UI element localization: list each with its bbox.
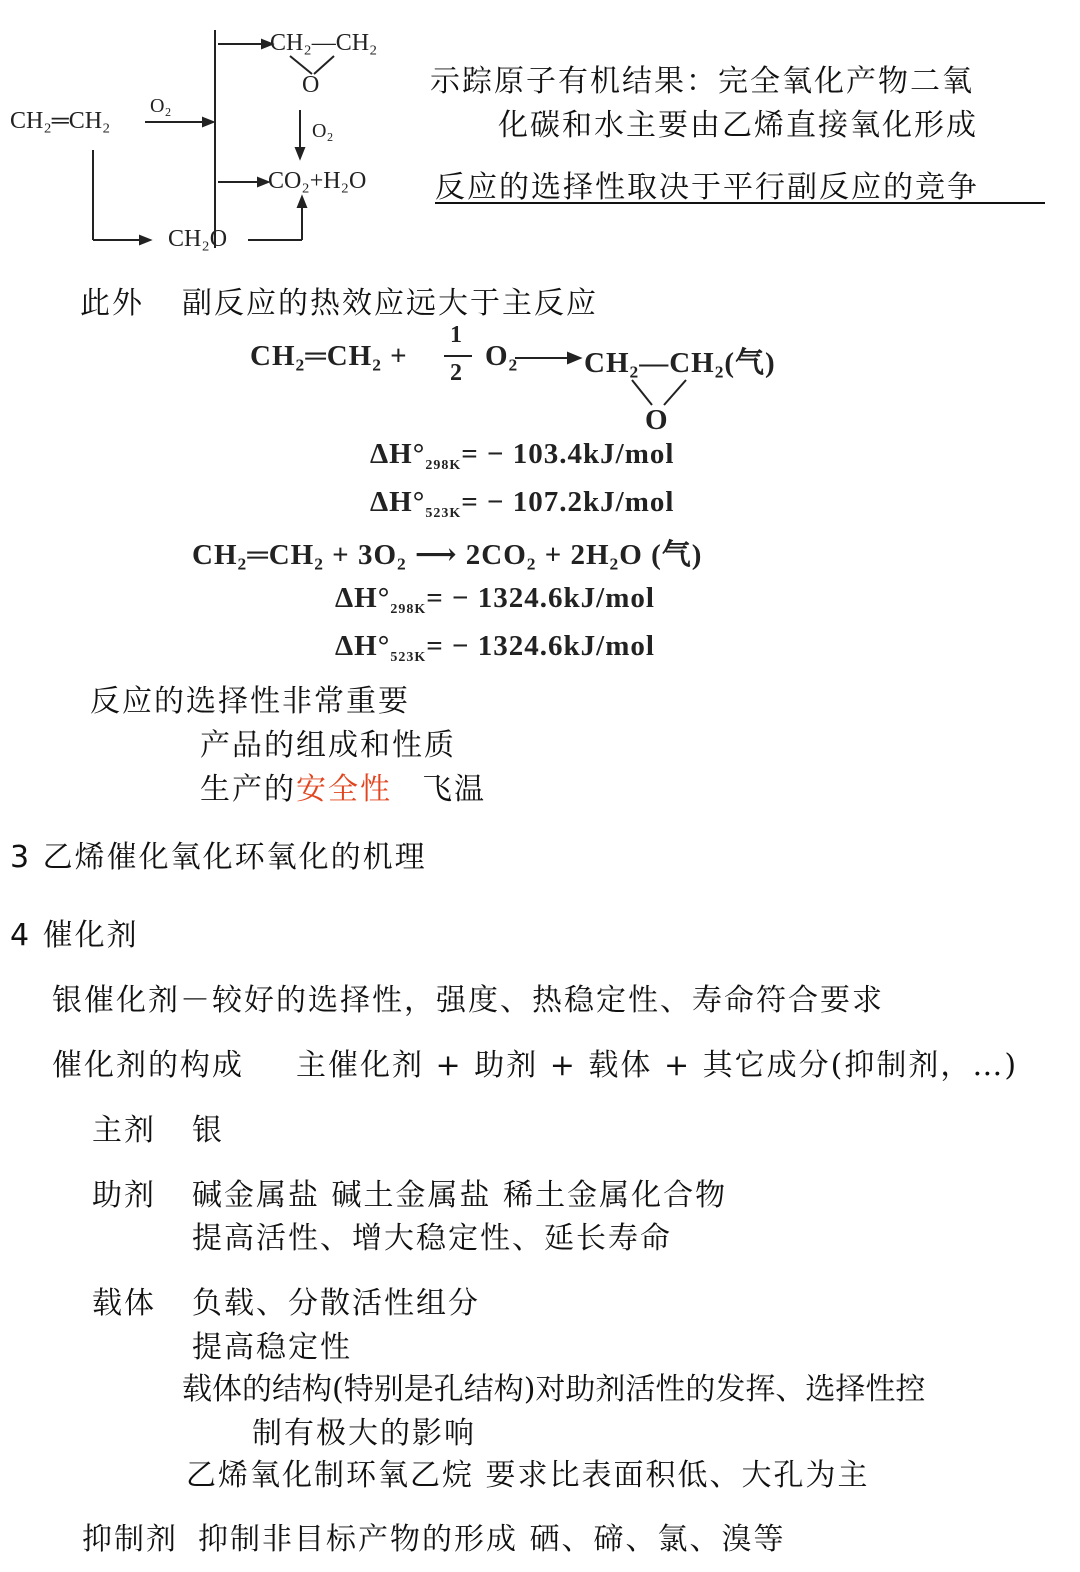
eq2: CH₂═CH₂ + 3O₂ ⟶ 2CO₂ + 2H₂O (气) (192, 539, 703, 571)
importance-title: 反应的选择性非常重要 (90, 684, 410, 719)
arrow-head-ch2o (140, 236, 150, 244)
dh-symbol: ΔH° (335, 582, 391, 614)
arrow-head-co2 (258, 178, 268, 186)
eq1-o2: O₂ (485, 340, 519, 372)
main-agent-value: 银 (192, 1113, 224, 1148)
section-3-heading (10, 832, 427, 876)
promoter-label: 助剂 (92, 1178, 156, 1213)
promoter-line-2: 提高活性、增大稳定性、延长寿命 (192, 1221, 672, 1256)
dh-subscript: 298K (425, 458, 462, 473)
eq1-frac-num: 1 (450, 322, 463, 348)
scheme-ethylene: CH₂═CH₂ (10, 108, 111, 134)
dh-symbol: ΔH° (335, 630, 391, 662)
safety-highlight: 安全性 (296, 772, 392, 807)
promoter-line-1: 碱金属盐 碱土金属盐 稀土金属化合物 (192, 1178, 728, 1213)
item2-suffix: 飞温 (422, 772, 486, 807)
support-line-1: 负载、分散活性组分 (192, 1286, 480, 1321)
support-line-4: 制有极大的影响 (252, 1416, 476, 1451)
eq1-ring-right (664, 380, 686, 405)
scheme-o2-label: O₂ (150, 95, 172, 117)
scheme-ch2o: CH₂O (168, 226, 228, 252)
section-4-number: 4 (10, 918, 32, 953)
eq1-arrow-head (568, 353, 580, 363)
composition-label: 催化剂的构成 (52, 1048, 244, 1083)
selectivity-sentence: 反应的选择性取决于平行副反应的竞争 (435, 170, 979, 205)
dh2-523 (335, 630, 655, 666)
eq1-ring-oxygen: O (645, 404, 669, 436)
heat-note-prefix: 此外 (80, 286, 144, 321)
eq1-frac-den: 2 (450, 360, 463, 386)
importance-item-2 (200, 764, 486, 808)
scheme-co2-h2o: CO₂+H₂O (268, 168, 367, 194)
dh-value: = − 103.4kJ/mol (461, 438, 675, 470)
dh-symbol: ΔH° (370, 486, 426, 518)
section-3-title: 乙烯催化氧化环氧化的机理 (42, 840, 427, 875)
dh1-523 (370, 486, 674, 522)
heat-note-text: 副反应的热效应远大于主反应 (182, 286, 598, 321)
eq1-left: CH₂═CH₂ + (250, 340, 408, 372)
importance-item-1: 产品的组成和性质 (200, 728, 456, 763)
dh2-298 (335, 582, 655, 618)
eq1-product: CH₂—CH₂(气) (584, 347, 776, 379)
eq1-ring-left (632, 380, 652, 405)
scheme-oxide-o: O (302, 72, 320, 98)
support-line-2: 提高稳定性 (192, 1330, 352, 1365)
scheme-o2-down: O₂ (312, 120, 334, 142)
section-4-title: 催化剂 (42, 918, 139, 953)
tracer-line-2: 化碳和水主要由乙烯直接氧化形成 (498, 108, 978, 143)
dh-value: = − 107.2kJ/mol (461, 486, 675, 518)
support-label: 载体 (92, 1286, 156, 1321)
section-4-heading (10, 910, 139, 954)
silver-catalyst: 银催化剂－较好的选择性，强度、热稳定性、寿命符合要求 (52, 983, 884, 1018)
section-3-number: 3 (10, 840, 32, 875)
arrow-head-o2 (203, 118, 213, 126)
inhibitor-label: 抑制剂 (82, 1522, 178, 1557)
item2-prefix: 生产的 (200, 772, 296, 807)
arrow-head-down (296, 148, 304, 158)
arrow-head-up (298, 197, 306, 207)
dh-subscript: 523K (390, 650, 427, 665)
main-agent-label: 主剂 (92, 1113, 156, 1148)
dh-value: = − 1324.6kJ/mol (426, 582, 655, 614)
dh-subscript: 523K (425, 506, 462, 521)
inhibitor-text: 抑制非目标产物的形成 硒、碲、氯、溴等 (198, 1522, 786, 1557)
support-line-5: 乙烯氧化制环氧乙烷 要求比表面积低、大孔为主 (186, 1458, 870, 1493)
dh1-298 (370, 438, 674, 474)
dh-symbol: ΔH° (370, 438, 426, 470)
tracer-line-1: 示踪原子有机结果：完全氧化产物二氧 (430, 64, 974, 99)
dh-value: = − 1324.6kJ/mol (426, 630, 655, 662)
composition-text: 主催化剂 + 助剂 + 载体 + 其它成分(抑制剂，…) (296, 1048, 1019, 1083)
dh-subscript: 298K (390, 602, 427, 617)
support-line-3: 载体的结构(特别是孔结构)对助剂活性的发挥、选择性控 (182, 1372, 926, 1407)
scheme-oxide: CH₂—CH₂ (270, 30, 378, 56)
